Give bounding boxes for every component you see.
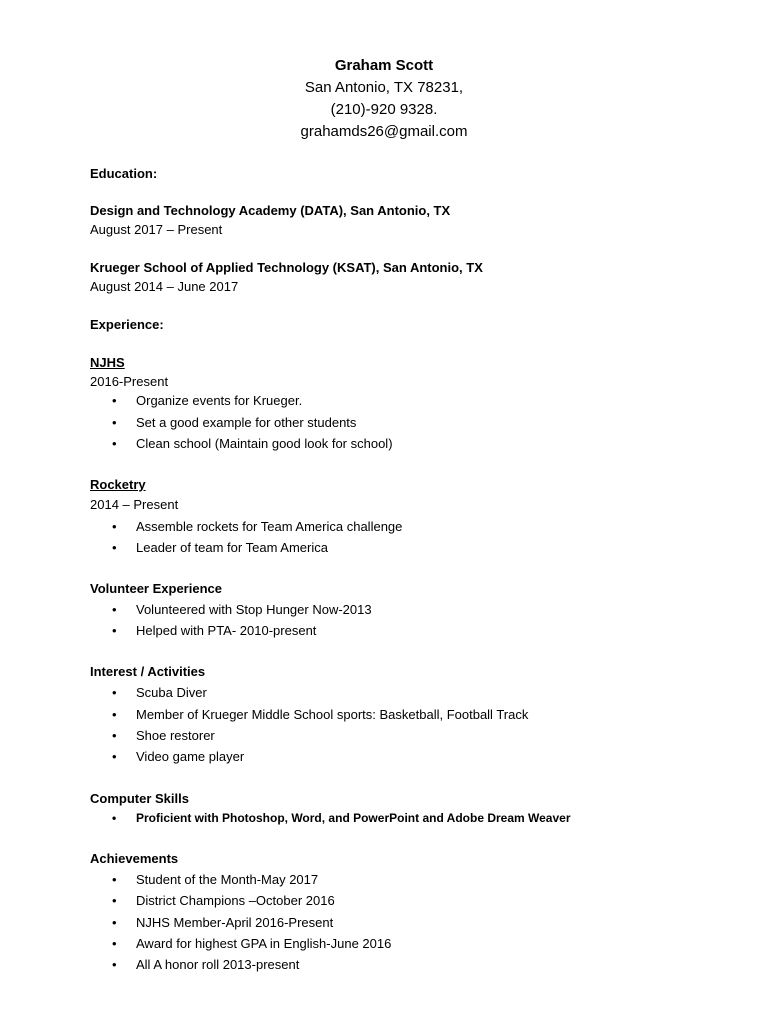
experience-heading: Experience: (90, 317, 164, 332)
rocketry-title: Rocketry (90, 477, 146, 492)
bullet-icon: • (112, 749, 117, 764)
school-dates: August 2017 – Present (90, 222, 223, 237)
list-item: • Assemble rockets for Team America challenge (112, 519, 403, 534)
list-item: • Scuba Diver (112, 685, 207, 700)
bullet-icon: • (112, 685, 117, 700)
school-name: Design and Technology Academy (DATA), San Antonio, TX (90, 203, 451, 218)
bullet-icon: • (112, 602, 117, 617)
bullet-icon: • (112, 811, 117, 825)
computer-skills-heading: Computer Skills (90, 791, 189, 806)
resume-name: Graham Scott (334, 57, 434, 74)
list-item: • Shoe restorer (112, 728, 215, 743)
list-item: • All A honor roll 2013-present (112, 957, 300, 972)
bullet-icon: • (112, 957, 117, 972)
volunteer-heading: Volunteer Experience (90, 581, 222, 596)
achievements-heading: Achievements (90, 851, 179, 866)
bullet-icon: • (112, 707, 117, 722)
email-address: grahamds26@gmail.com (300, 123, 468, 140)
list-item: • Award for highest GPA in English-June 2016 (112, 936, 392, 951)
list-item: • Organize events for Krueger. (112, 393, 303, 408)
bullet-icon: • (112, 893, 117, 908)
list-item: • Proficient with Photoshop, Word, and PowerPoint and Adobe Dream Weaver (112, 811, 571, 825)
school-name: Krueger School of Applied Technology (KSAT), San Antonio, TX (90, 260, 483, 275)
list-item: • Helped with PTA- 2010-present (112, 623, 317, 638)
bullet-icon: • (112, 519, 117, 534)
bullet-icon: • (112, 872, 117, 887)
list-item: • Student of the Month-May 2017 (112, 872, 319, 887)
phone-number: (210)-920 9328. (330, 101, 438, 118)
list-item: • Clean school (Maintain good look for school) (112, 436, 393, 451)
list-item: • Volunteered with Stop Hunger Now-2013 (112, 602, 372, 617)
list-item: • Video game player (112, 749, 245, 764)
list-item: • Set a good example for other students (112, 415, 357, 430)
list-item: • Leader of team for Team America (112, 540, 328, 555)
njhs-title: NJHS (90, 355, 125, 370)
bullet-icon: • (112, 728, 117, 743)
bullet-icon: • (112, 436, 117, 451)
rocketry-dates: 2014 – Present (90, 497, 179, 512)
list-item: • Member of Krueger Middle School sports: Basketball, Football Track (112, 707, 529, 722)
bullet-icon: • (112, 623, 117, 638)
education-heading: Education: (90, 166, 158, 181)
bullet-icon: • (112, 915, 117, 930)
address: San Antonio, TX 78231, (304, 79, 464, 96)
interests-heading: Interest / Activities (90, 664, 206, 679)
bullet-icon: • (112, 415, 117, 430)
school-dates: August 2014 – June 2017 (90, 279, 239, 294)
list-item: • District Champions –October 2016 (112, 893, 335, 908)
list-item: • NJHS Member-April 2016-Present (112, 915, 334, 930)
bullet-icon: • (112, 393, 117, 408)
bullet-icon: • (112, 936, 117, 951)
bullet-icon: • (112, 540, 117, 555)
njhs-dates: 2016-Present (90, 374, 169, 389)
